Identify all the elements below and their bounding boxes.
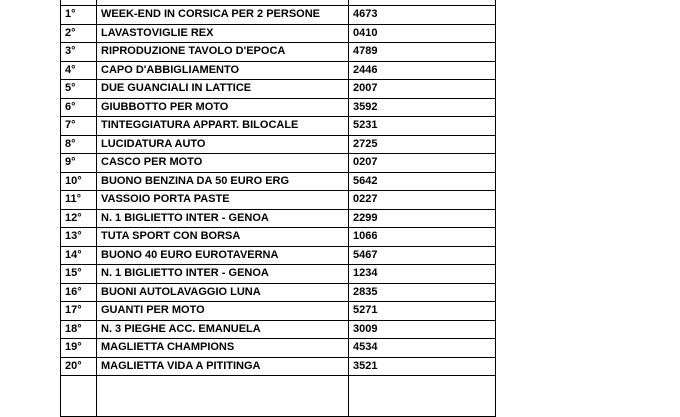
ticket-number-cell: 4534 bbox=[349, 339, 496, 358]
ticket-number-cell: 5642 bbox=[349, 172, 496, 191]
rank-cell: 2° bbox=[61, 24, 97, 43]
ticket-number-cell: 2446 bbox=[349, 61, 496, 80]
ticket-number-cell: 0207 bbox=[349, 154, 496, 173]
rank-cell: 11° bbox=[61, 191, 97, 210]
ticket-number-cell: 2007 bbox=[349, 80, 496, 99]
table-row bbox=[61, 357, 496, 376]
ticket-number-cell: 3592 bbox=[349, 98, 496, 117]
blank-cell bbox=[97, 376, 349, 417]
table-row bbox=[61, 117, 496, 136]
prize-cell: GUANTI PER MOTO bbox=[97, 302, 349, 321]
ticket-number-cell: 3009 bbox=[349, 320, 496, 339]
rank-cell: 19° bbox=[61, 339, 97, 358]
table-row bbox=[61, 265, 496, 284]
rank-cell: 7° bbox=[61, 117, 97, 136]
table-row bbox=[61, 61, 496, 80]
table-row bbox=[61, 135, 496, 154]
prize-cell: BUONO 40 EURO EUROTAVERNA bbox=[97, 246, 349, 265]
table-row bbox=[61, 283, 496, 302]
table-row bbox=[61, 191, 496, 210]
rank-cell: 16° bbox=[61, 283, 97, 302]
ticket-number-cell: 2299 bbox=[349, 209, 496, 228]
prize-cell: MAGLIETTA VIDA A PITITINGA bbox=[97, 357, 349, 376]
prize-cell: MAGLIETTA CHAMPIONS bbox=[97, 339, 349, 358]
prize-cell: WEEK-END IN CORSICA PER 2 PERSONE bbox=[97, 6, 349, 25]
rank-cell: 14° bbox=[61, 246, 97, 265]
ticket-number-cell: 4673 bbox=[349, 6, 496, 25]
ticket-number-cell: 4789 bbox=[349, 43, 496, 62]
prize-cell: LAVASTOVIGLIE REX bbox=[97, 24, 349, 43]
ticket-number-cell: 2835 bbox=[349, 283, 496, 302]
prize-cell: BUONI AUTOLAVAGGIO LUNA bbox=[97, 283, 349, 302]
table-row bbox=[61, 6, 496, 25]
table-row bbox=[61, 209, 496, 228]
prize-cell: RIPRODUZIONE TAVOLO D'EPOCA bbox=[97, 43, 349, 62]
table-row bbox=[61, 246, 496, 265]
ticket-number-cell: 3521 bbox=[349, 357, 496, 376]
table-row bbox=[61, 43, 496, 62]
table-row bbox=[61, 98, 496, 117]
rank-cell: 17° bbox=[61, 302, 97, 321]
prize-cell: N. 1 BIGLIETTO INTER - GENOA bbox=[97, 209, 349, 228]
blank-cell bbox=[61, 376, 97, 417]
rank-cell: 20° bbox=[61, 357, 97, 376]
blank-cell bbox=[349, 376, 496, 417]
ticket-number-cell: 5231 bbox=[349, 117, 496, 136]
prize-cell: TUTA SPORT CON BORSA bbox=[97, 228, 349, 247]
ticket-number-cell: 0410 bbox=[349, 24, 496, 43]
rank-cell: 8° bbox=[61, 135, 97, 154]
prize-cell: TINTEGGIATURA APPART. BILOCALE bbox=[97, 117, 349, 136]
rank-cell: 1° bbox=[61, 6, 97, 25]
prize-cell: BUONO BENZINA DA 50 EURO ERG bbox=[97, 172, 349, 191]
prize-table bbox=[60, 0, 496, 417]
rank-cell: 13° bbox=[61, 228, 97, 247]
ticket-number-cell: 5271 bbox=[349, 302, 496, 321]
ticket-number-cell: 1066 bbox=[349, 228, 496, 247]
rank-cell: 9° bbox=[61, 154, 97, 173]
ticket-number-cell: 1234 bbox=[349, 265, 496, 284]
prize-cell: DUE GUANCIALI IN LATTICE bbox=[97, 80, 349, 99]
rank-cell: 15° bbox=[61, 265, 97, 284]
prize-cell: CASCO PER MOTO bbox=[97, 154, 349, 173]
table-row bbox=[61, 302, 496, 321]
prize-cell: LUCIDATURA AUTO bbox=[97, 135, 349, 154]
table-row bbox=[61, 320, 496, 339]
rank-cell: 6° bbox=[61, 98, 97, 117]
empty-row bbox=[61, 376, 496, 417]
table-row bbox=[61, 80, 496, 99]
rank-cell: 4° bbox=[61, 61, 97, 80]
prize-cell: GIUBBOTTO PER MOTO bbox=[97, 98, 349, 117]
table-row bbox=[61, 154, 496, 173]
ticket-number-cell: 2725 bbox=[349, 135, 496, 154]
rank-cell: 12° bbox=[61, 209, 97, 228]
ticket-number-cell: 5467 bbox=[349, 246, 496, 265]
rank-cell: 10° bbox=[61, 172, 97, 191]
prize-cell: VASSOIO PORTA PASTE bbox=[97, 191, 349, 210]
table-row bbox=[61, 228, 496, 247]
rank-cell: 18° bbox=[61, 320, 97, 339]
table-row bbox=[61, 172, 496, 191]
rank-cell: 3° bbox=[61, 43, 97, 62]
table-row bbox=[61, 24, 496, 43]
prize-cell: CAPO D'ABBIGLIAMENTO bbox=[97, 61, 349, 80]
prize-cell: N. 3 PIEGHE ACC. EMANUELA bbox=[97, 320, 349, 339]
prize-cell: N. 1 BIGLIETTO INTER - GENOA bbox=[97, 265, 349, 284]
rank-cell: 5° bbox=[61, 80, 97, 99]
table-row bbox=[61, 339, 496, 358]
ticket-number-cell: 0227 bbox=[349, 191, 496, 210]
